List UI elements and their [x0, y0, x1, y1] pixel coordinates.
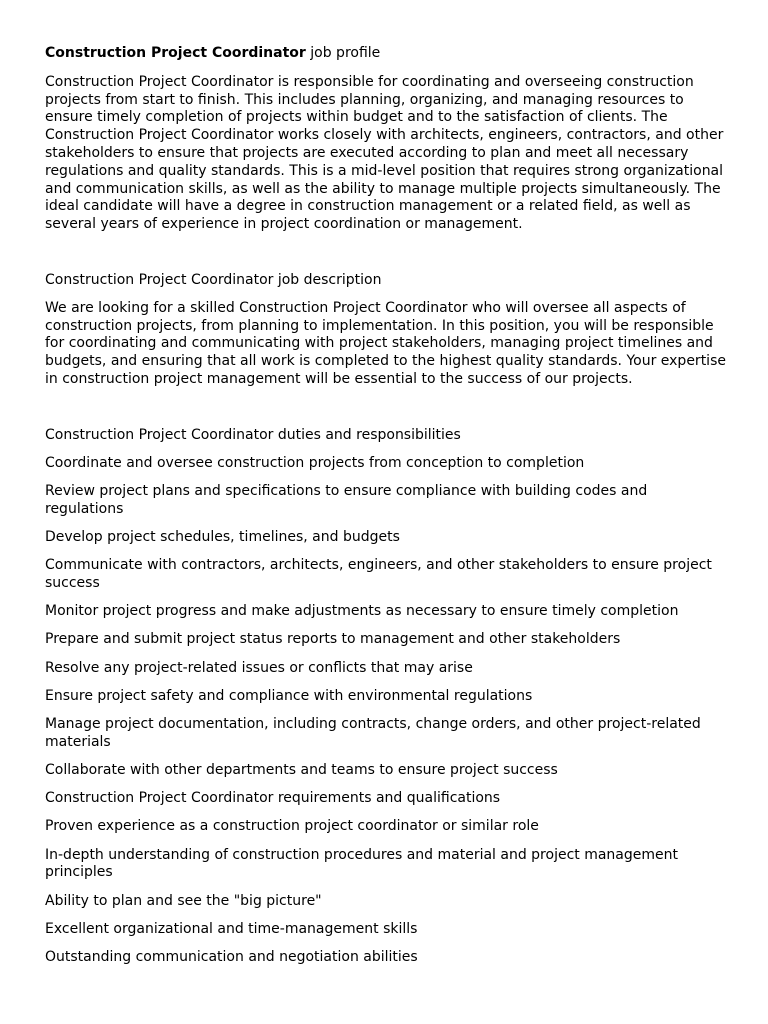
list-item: Collaborate with other departments and teams to ensure project success	[45, 762, 558, 779]
list-item: Coordinate and oversee construction projects from conception to completion	[45, 454, 585, 471]
list-item: Proven experience as a construction project coordinator or similar role	[45, 818, 539, 835]
list-item: Outstanding communication and negotiation abilities	[45, 948, 418, 965]
section-spacer	[45, 234, 726, 272]
profile-paragraph: Construction Project Coordinator is responsible for coordinating and overseeing construction projects from start to finish. This includes planning, organizing, and managing resources to ensure timely completion of projects within budget and to the satisfaction of clients. The Construction Project Coordinator works closely with architects, engineers, contractors, and other stakeholders to ensure that projects are executed according to plan and meet all necessary regulations and quality standards. This is a mid-level position that requires strong organizational and communication skills, as well as the ability to manage multiple projects simultaneously. The ideal candidate will have a degree in construction management or a related field, as well as several years of experience in project coordination or management.	[45, 73, 724, 233]
title-bold: Construction Project Coordinator	[45, 45, 306, 61]
description-paragraph: We are looking for a skilled Construction Project Coordinator who will oversee all aspects of construction projects, from planning to implementation. In this position, you will be responsible for coordinating and communicating with project stakeholders, managing project timelines and budgets, and ensuring that all work is completed to the highest quality standards. Your expertise in construction project management will be essential to the success of our projects.	[45, 299, 726, 387]
document-title	[45, 45, 726, 63]
section-heading-duties: Construction Project Coordinator duties and responsibilities	[45, 426, 461, 443]
list-item: Ability to plan and see the "big picture"	[45, 892, 322, 909]
list-item: Develop project schedules, timelines, and budgets	[45, 529, 400, 546]
list-item: Resolve any project-related issues or conflicts that may arise	[45, 659, 473, 676]
items-list	[45, 427, 726, 967]
list-item: Prepare and submit project status reports to management and other stakeholders	[45, 631, 621, 648]
list-item: Monitor project progress and make adjustments as necessary to ensure timely completion	[45, 603, 679, 620]
list-item: Ensure project safety and compliance with environmental regulations	[45, 687, 533, 704]
section-spacer	[45, 389, 726, 427]
list-item: Communicate with contractors, architects, engineers, and other stakeholders to ensure project success	[45, 557, 712, 592]
list-item: In-depth understanding of construction procedures and material and project management principles	[45, 846, 678, 881]
list-item: Excellent organizational and time-management skills	[45, 920, 418, 937]
list-item: Manage project documentation, including contracts, change orders, and other project-related materials	[45, 716, 701, 750]
description-heading: Construction Project Coordinator job description	[45, 271, 382, 288]
title-suffix: job profile	[305, 45, 381, 61]
list-item: Review project plans and specifications to ensure compliance with building codes and regulations	[45, 483, 648, 517]
section-heading-requirements: Construction Project Coordinator requirements and qualifications	[45, 790, 501, 807]
